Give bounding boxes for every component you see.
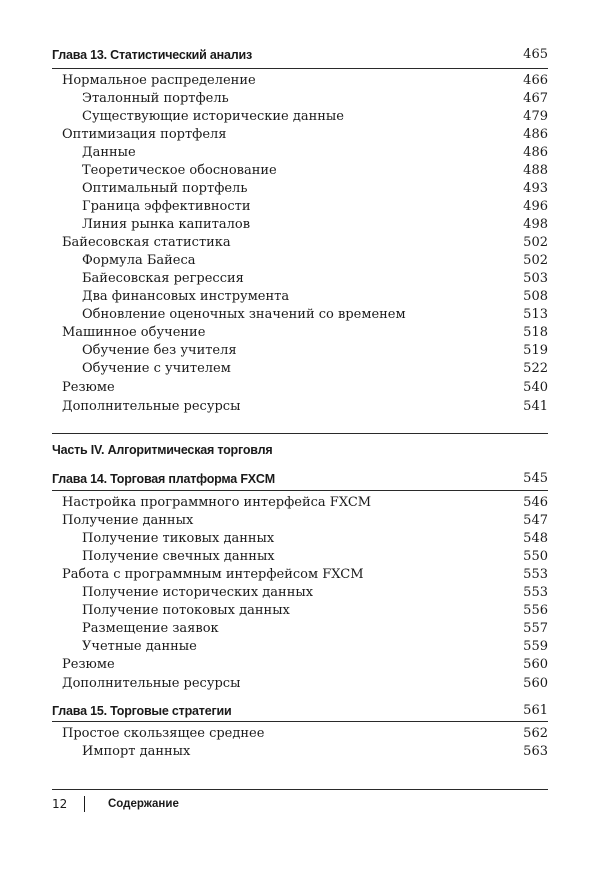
- entry-label: Нормальное распределение: [62, 73, 256, 88]
- entry-page-number: 556: [523, 603, 548, 618]
- entry-page-number: 553: [523, 567, 548, 582]
- footer-page-number: 12: [52, 797, 68, 811]
- entry-label: Два финансовых инструмента: [82, 289, 290, 304]
- entry-label: Оптимизация портфеля: [62, 127, 227, 142]
- entry-page-number: 560: [523, 676, 548, 691]
- toc-subentry: [52, 90, 548, 108]
- entry-label: Получение исторических данных: [82, 585, 314, 600]
- footer-section-title: Содержание: [108, 798, 179, 810]
- entry-page-number: 502: [523, 253, 548, 268]
- entry-page-number: 548: [523, 531, 548, 546]
- entry-label: Обновление оценочных значений со временем: [82, 307, 406, 322]
- entry-label: Размещение заявок: [82, 621, 219, 636]
- entry-label: Дополнительные ресурсы: [62, 676, 241, 691]
- entry-page-number: 519: [523, 343, 548, 358]
- toc-entry: [52, 656, 548, 674]
- entry-label: Получение тиковых данных: [82, 531, 275, 546]
- entry-label: Обучение с учителем: [82, 361, 231, 376]
- entry-label: Импорт данных: [82, 744, 191, 759]
- toc-subentry: [52, 180, 548, 198]
- chapter-title: Глава 15. Торговые стратегии: [52, 704, 232, 718]
- entry-label: Настройка программного интерфейса FXCM: [62, 495, 372, 510]
- entry-label: Формула Байеса: [82, 253, 196, 268]
- entry-label: Работа с программным интерфейсом FXCM: [62, 567, 364, 582]
- entry-page-number: 467: [523, 91, 548, 106]
- toc-subentry: [52, 620, 548, 638]
- entry-page-number: 479: [523, 109, 548, 124]
- entry-label: Граница эффективности: [82, 199, 251, 214]
- entry-page-number: 486: [523, 127, 548, 142]
- chapter-divider: [52, 490, 548, 491]
- entry-page-number: 553: [523, 585, 548, 600]
- entry-label: Машинное обучение: [62, 325, 206, 340]
- toc-entry: [52, 512, 548, 530]
- toc-subentry: [52, 216, 548, 234]
- chapter-title: Глава 14. Торговая платформа FXCM: [52, 472, 275, 486]
- entry-page-number: 502: [523, 235, 548, 250]
- entry-label: Данные: [82, 145, 136, 160]
- entry-page-number: 518: [523, 325, 548, 340]
- entry-page-number: 488: [523, 163, 548, 178]
- toc-part-4: [52, 441, 548, 459]
- toc-subentry: [52, 530, 548, 548]
- entry-page-number: 508: [523, 289, 548, 304]
- entry-label: Получение свечных данных: [82, 549, 275, 564]
- entry-page-number: 493: [523, 181, 548, 196]
- page-footer: [52, 794, 548, 814]
- toc-subentry: [52, 638, 548, 656]
- toc-entry: [52, 675, 548, 693]
- entry-label: Байесовская статистика: [62, 235, 231, 250]
- footer-separator: [84, 796, 85, 812]
- entry-page-number: 550: [523, 549, 548, 564]
- part-title: Часть IV. Алгоритмическая торговля: [52, 443, 273, 457]
- chapter-divider: [52, 721, 548, 722]
- entry-label: Байесовская регрессия: [82, 271, 244, 286]
- entry-page-number: 546: [523, 495, 548, 510]
- chapter-page-number: 545: [523, 471, 548, 486]
- toc-subentry: [52, 108, 548, 126]
- toc-subentry: [52, 306, 548, 324]
- entry-label: Резюме: [62, 657, 115, 672]
- toc-subentry: [52, 144, 548, 162]
- toc-subentry: [52, 360, 548, 378]
- entry-page-number: 559: [523, 639, 548, 654]
- part-divider: [52, 433, 548, 434]
- entry-page-number: 522: [523, 361, 548, 376]
- entry-page-number: 486: [523, 145, 548, 160]
- chapter-title: Глава 13. Статистический анализ: [52, 48, 253, 62]
- toc-subentry: [52, 743, 548, 761]
- footer-divider: [52, 789, 548, 790]
- entry-page-number: 466: [523, 73, 548, 88]
- entry-label: Учетные данные: [82, 639, 197, 654]
- entry-page-number: 513: [523, 307, 548, 322]
- entry-page-number: 503: [523, 271, 548, 286]
- entry-page-number: 498: [523, 217, 548, 232]
- toc-entry: [52, 494, 548, 512]
- entry-label: Существующие исторические данные: [82, 109, 344, 124]
- entry-label: Линия рынка капиталов: [82, 217, 251, 232]
- toc-subentry: [52, 342, 548, 360]
- toc-subentry: [52, 602, 548, 620]
- toc-subentry: [52, 252, 548, 270]
- toc-chapter-14: [52, 470, 548, 488]
- toc-subentry: [52, 548, 548, 566]
- entry-page-number: 562: [523, 726, 548, 741]
- toc-entry: [52, 72, 548, 90]
- toc-entry: [52, 725, 548, 743]
- toc-entry: [52, 566, 548, 584]
- toc-subentry: [52, 198, 548, 216]
- toc-entry: [52, 234, 548, 252]
- toc-subentry: [52, 584, 548, 602]
- entry-label: Простое скользящее среднее: [62, 726, 265, 741]
- chapter-page-number: 465: [523, 47, 548, 62]
- entry-label: Эталонный портфель: [82, 91, 229, 106]
- entry-page-number: 496: [523, 199, 548, 214]
- entry-page-number: 563: [523, 744, 548, 759]
- toc-chapter-13: [52, 46, 548, 64]
- toc-subentry: [52, 162, 548, 180]
- entry-label: Получение потоковых данных: [82, 603, 290, 618]
- toc-entry: [52, 398, 548, 416]
- chapter-divider: [52, 68, 548, 69]
- toc-entry: [52, 126, 548, 144]
- entry-label: Резюме: [62, 380, 115, 395]
- entry-page-number: 557: [523, 621, 548, 636]
- toc-subentry: [52, 288, 548, 306]
- entry-label: Теоретическое обоснование: [82, 163, 277, 178]
- entry-page-number: 541: [523, 399, 548, 414]
- entry-label: Получение данных: [62, 513, 194, 528]
- chapter-page-number: 561: [523, 703, 548, 718]
- toc-page: [52, 0, 548, 870]
- entry-label: Дополнительные ресурсы: [62, 399, 241, 414]
- toc-entry: [52, 379, 548, 397]
- entry-label: Обучение без учителя: [82, 343, 237, 358]
- toc-chapter-15: [52, 702, 548, 720]
- entry-page-number: 540: [523, 380, 548, 395]
- toc-subentry: [52, 270, 548, 288]
- entry-label: Оптимальный портфель: [82, 181, 248, 196]
- entry-page-number: 547: [523, 513, 548, 528]
- entry-page-number: 560: [523, 657, 548, 672]
- toc-entry: [52, 324, 548, 342]
